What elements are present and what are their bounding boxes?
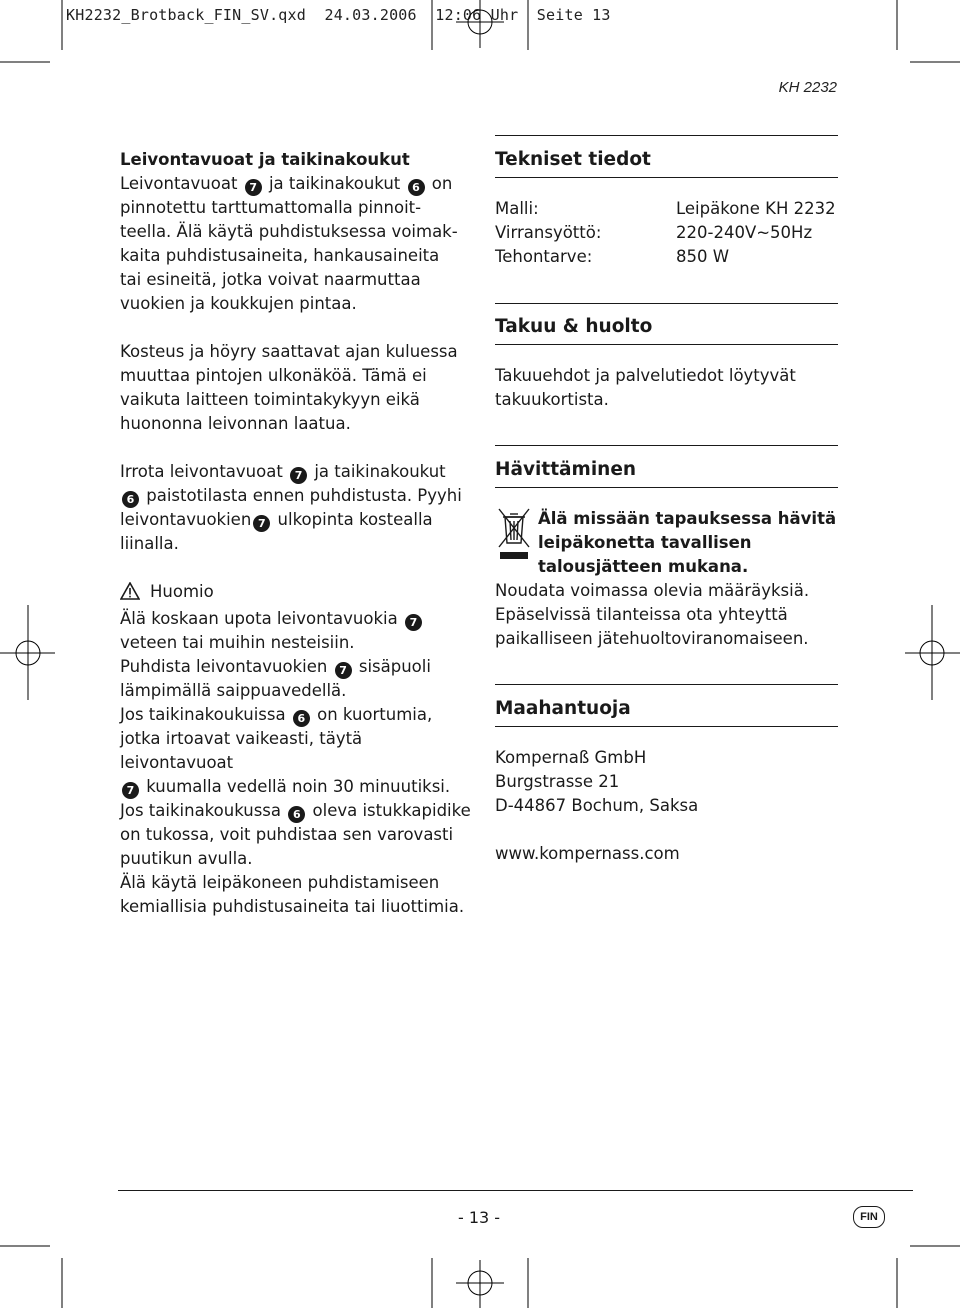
divider [495,344,838,345]
section-heading-disposal: Hävittäminen [495,459,637,480]
warning-heading: Huomio [120,580,480,607]
warning-triangle-icon [120,582,142,607]
disposal-warning: Älä missään tapauksessa hävitä leipäkonetta tavallisen talousjätteen mukana. [538,509,837,576]
part-number-7: 7 [253,515,270,532]
section-heading-importer: Maahantuoja [495,698,631,719]
warning-text: Älä koskaan upota leivontavuokia 7 veteen tai muihin nesteisiin. Puhdista leivontavuokien 7 sisäpuoli lämpimällä saippuavedellä. Jos taikinakoukuissa 6 on kuortumia, jotka irtoavat vaikeasti, täytä leivontavuoat 7 kuumalla vedellä noin 30 minuutiksi. Jos taikinakoukussa 6 oleva istukkapidike on tukossa, voit puhdistaa sen varovasti puutikun avulla. Älä käytä leipäkoneen puhdistamiseen kemiallisia puhdistusaineita tai liuottimia. [120,609,471,916]
website-link: www.kompernass.com [495,844,680,863]
divider [495,135,838,136]
divider [495,177,838,178]
part-number-7: 7 [335,662,352,679]
spec-table: Malli: Leipäkone KH 2232 Virransyöttö: 220-240V~50Hz Tehontarve: 850 W [495,199,836,266]
section-heading-cleaning: Leivontavuoat ja taikinakoukut [120,150,410,169]
divider [495,445,838,446]
left-column [120,148,480,919]
part-number-6: 6 [293,710,310,727]
part-number-6: 6 [122,491,139,508]
section-heading-tech: Tekniset tiedot [495,149,651,170]
divider [495,303,838,304]
disposal-text: Noudata voimassa olevia määräyksiä. Epäselvissä tilanteissa ota yhteyttä paikalliseen jätehuoltoviranomaiseen. [495,581,810,648]
warranty-text: Takuuehdot ja palvelutiedot löytyvät takuukortista. [495,366,796,409]
divider [495,487,838,488]
divider [495,684,838,685]
section-heading-warranty: Takuu & huolto [495,316,653,337]
paragraph-coating: Leivontavuoat 7 ja taikinakoukut 6 on pinnotettu tarttumattomalla pinnoit- teella. Älä käytä puhdistuksessa voimak- kaita puhdistusaineita, hankausaineita tai esineitä, jotka voivat naarmuttaa vuokien ja koukkujen pintaa. [120,174,458,313]
print-slug: KH2232_Brotback_FIN_SV.qxd 24.03.2006 12:06 Uhr Seite 13 [66,6,611,24]
part-number-7: 7 [290,467,307,484]
language-badge: FIN [853,1206,885,1228]
part-number-7: 7 [245,179,262,196]
part-number-7: 7 [405,614,422,631]
paragraph-remove: Irrota leivontavuoat 7 ja taikinakoukut 6 paistotilasta ennen puhdistusta. Pyyhi leivontavuokien 7 ulkopinta kostealla liinalla. [120,462,462,553]
footer-divider [118,1190,913,1191]
paragraph-moisture: Kosteus ja höyry saattavat ajan kuluessa muuttaa pintojen ulkonäköä. Tämä ei vaikuta laitteen toimintakykyyn eikä huononna leivonnan laatua. [120,342,458,433]
divider [495,726,838,727]
page-number: - 13 - [458,1208,501,1227]
part-number-6: 6 [288,806,305,823]
model-header: KH 2232 [778,79,837,96]
importer-address: Kompernaß GmbH Burgstrasse 21 D-44867 Bochum, Saksa www.kompernass.com [495,748,699,863]
crossed-bin-icon [497,505,531,561]
part-number-6: 6 [408,179,425,196]
part-number-7: 7 [122,782,139,799]
